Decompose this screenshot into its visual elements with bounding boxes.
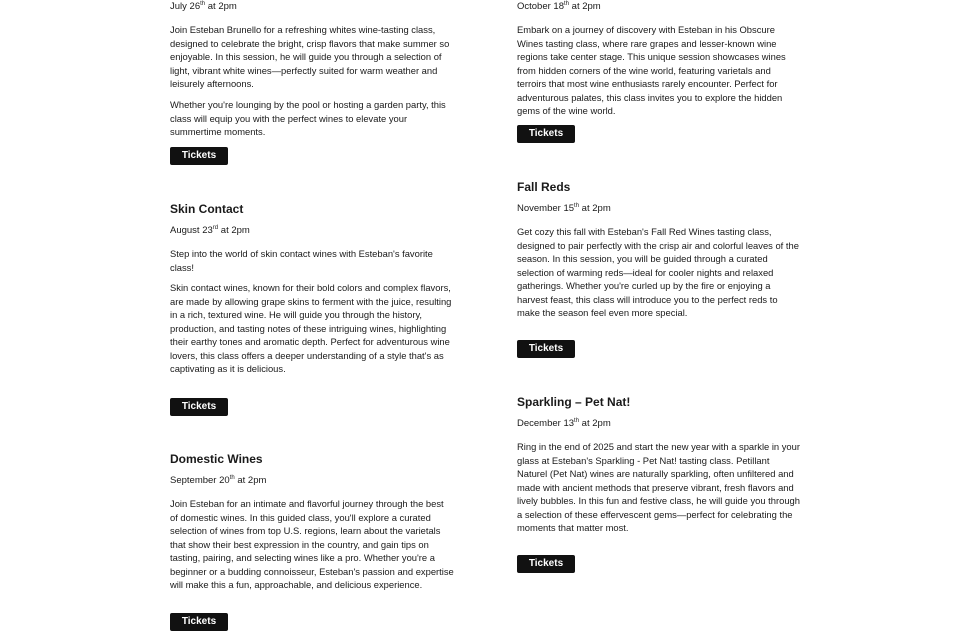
event-date: September 20th at 2pm <box>170 474 267 486</box>
event-title: Fall Reds <box>517 180 571 194</box>
event-description: Skin contact wines, known for their bold colors and complex flavors, are made by allowing grape skins to ferment with the juice, resulting in a rich, textured wine. He will guide you through the history, production, and tasting notes of these intriguing wines, highlighting their earthy tones and aromatic depth. Perfect for adventurous wine lovers, this class offers a deeper understanding of a style that's as captivating as it is delicious. <box>170 282 452 374</box>
event-description: Join Esteban Brunello for a refreshing whites wine-tasting class, designed to celebrate the bright, crisp flavors that make summer so enjoyable. In this session, he will guide you through a selection of light, vibrant white wines—perfectly suited for warm weather and leisurely afternoons. <box>170 24 450 89</box>
tickets-button[interactable]: Tickets <box>517 125 575 143</box>
event-date: October 18th at 2pm <box>517 0 601 12</box>
event-title: Domestic Wines <box>170 452 263 466</box>
event-description: Join Esteban for an intimate and flavorful journey through the best of domestic wines. In this guided class, you'll explore a curated selection of wines from top U.S. regions, learn about the varietals that show their best expression in the country, and gain tips on tasting, pairing, and selecting wines like a pro. Whether you're a beginner or a budding connoisseur, Esteban's passion and expertise will make this a fun, approachable, and delicious experience. <box>170 498 454 590</box>
tickets-button[interactable]: Tickets <box>170 398 228 416</box>
event-date: December 13th at 2pm <box>517 417 611 429</box>
tickets-button[interactable]: Tickets <box>517 555 575 573</box>
tickets-button[interactable]: Tickets <box>170 147 228 165</box>
tickets-button[interactable]: Tickets <box>170 613 228 631</box>
event-description: Whether you're lounging by the pool or hosting a garden party, this class will equip you with the perfect wines to elevate your summertime moments. <box>170 99 446 137</box>
event-description: Ring in the end of 2025 and start the new year with a sparkle in your glass at Esteban's Sparkling - Pet Nat! tasting class. Petillant Naturel (Pet Nat) wines are naturally sparkling, often unfiltered and made with ancient methods that preserve vibrant, fresh flavors and lively bubbles. In this fun and festive class, he will guide you through a selection of these effervescent gems—perfect for celebrating the moments that matter most. <box>517 441 800 533</box>
event-date: August 23rd at 2pm <box>170 224 250 236</box>
event-date: November 15th at 2pm <box>517 202 611 214</box>
event-title: Skin Contact <box>170 202 244 216</box>
event-description: Get cozy this fall with Esteban's Fall Red Wines tasting class, designed to pair perfectly with the crisp air and colorful leaves of the season. In this session, you will be guided through a curated selection of warming reds—ideal for cooler nights and relaxed gatherings. Whether you're curled up by the fire or enjoying a harvest feast, this class will introduce you to the perfect reds to make the season feel even more special. <box>517 226 799 318</box>
event-date: July 26th at 2pm <box>170 0 237 12</box>
event-title: Sparkling – Pet Nat! <box>517 395 631 409</box>
event-description: Embark on a journey of discovery with Esteban in his Obscure Wines tasting class, where rare grapes and lesser-known wine regions take center stage. This unique session showcases wines from hidden corners of the wine world, featuring varietals and terroirs that most wine enthusiasts rarely encounter. Perfect for adventurous palates, this class invites you to explore the hidden gems of the wine world. <box>517 24 786 116</box>
tickets-button[interactable]: Tickets <box>517 340 575 358</box>
event-description: Step into the world of skin contact wines with Esteban's favorite class! <box>170 248 433 273</box>
